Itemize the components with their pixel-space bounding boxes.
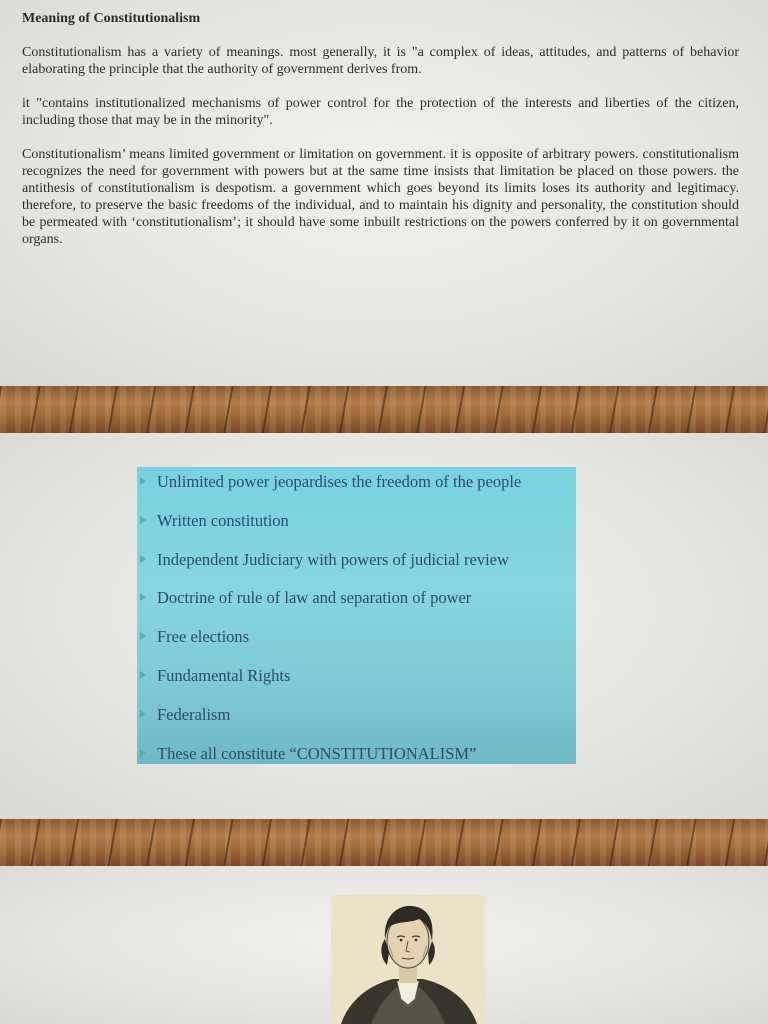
bullet-box bbox=[137, 467, 576, 764]
triangle-bullet-icon bbox=[140, 555, 146, 563]
slide-heading: Meaning of Constitutionalism bbox=[22, 11, 201, 26]
list-item bbox=[137, 583, 576, 622]
bullet-text: Written constitution bbox=[157, 510, 289, 530]
list-item bbox=[137, 467, 576, 506]
triangle-bullet-icon bbox=[140, 749, 146, 757]
triangle-bullet-icon bbox=[140, 593, 146, 601]
triangle-bullet-icon bbox=[140, 516, 146, 524]
bullet-text: Independent Judiciary with powers of judicial review bbox=[157, 549, 509, 569]
triangle-bullet-icon bbox=[140, 671, 146, 679]
slide-features bbox=[0, 433, 768, 819]
bullet-text: Doctrine of rule of law and separation of power bbox=[157, 588, 472, 608]
portrait-illustration bbox=[331, 895, 485, 1024]
bullet-text: Unlimited power jeopardises the freedom of the people bbox=[157, 472, 522, 491]
slide-meaning bbox=[0, 0, 768, 386]
paragraph: Constitutionalism’ means limited government or limitation on government. it is opposite of arbitrary powers. constitutionalism recognizes the need for government with powers but at the same time insists that limitation be placed on those powers. the antithesis of constitutionalism is despotism. a government which goes beyond its limits loses its authority and legitimacy. therefore, to preserve the basic freedoms of the individual, and to maintain his dignity and personality, the constitution should be permeated with ‘constitutionalism’; it should have some inbuilt restrictions on the powers conferred by it on governmental organs. bbox=[22, 147, 739, 247]
list-item bbox=[137, 661, 576, 700]
triangle-bullet-icon bbox=[140, 477, 146, 485]
paragraph: Constitutionalism has a variety of meanings. most generally, it is "a complex of ideas, attitudes, and patterns of behavior elaborating the principle that the authority of government derives from. bbox=[22, 45, 739, 77]
bullet-text: These all constitute “CONSTITUTIONALISM” bbox=[157, 743, 477, 763]
bullet-text: Free elections bbox=[157, 627, 250, 647]
engraved-portrait bbox=[331, 895, 485, 1024]
triangle-bullet-icon bbox=[140, 710, 146, 718]
bullet-text: Federalism bbox=[157, 704, 231, 724]
list-item bbox=[137, 622, 576, 661]
wood-divider bbox=[0, 819, 768, 866]
list-item bbox=[137, 700, 576, 739]
list-item bbox=[137, 545, 576, 584]
bullet-list bbox=[137, 467, 576, 764]
wood-divider bbox=[0, 386, 768, 433]
slide-portrait bbox=[0, 866, 768, 1024]
triangle-bullet-icon bbox=[140, 632, 146, 640]
list-item bbox=[137, 506, 576, 545]
paragraph: it "contains institutionalized mechanisms of power control for the protection of the interests and liberties of the citizen, including those that may be in the minority". bbox=[22, 96, 739, 128]
slide-text bbox=[22, 10, 739, 265]
list-item bbox=[137, 739, 576, 764]
bullet-text: Fundamental Rights bbox=[157, 665, 291, 685]
